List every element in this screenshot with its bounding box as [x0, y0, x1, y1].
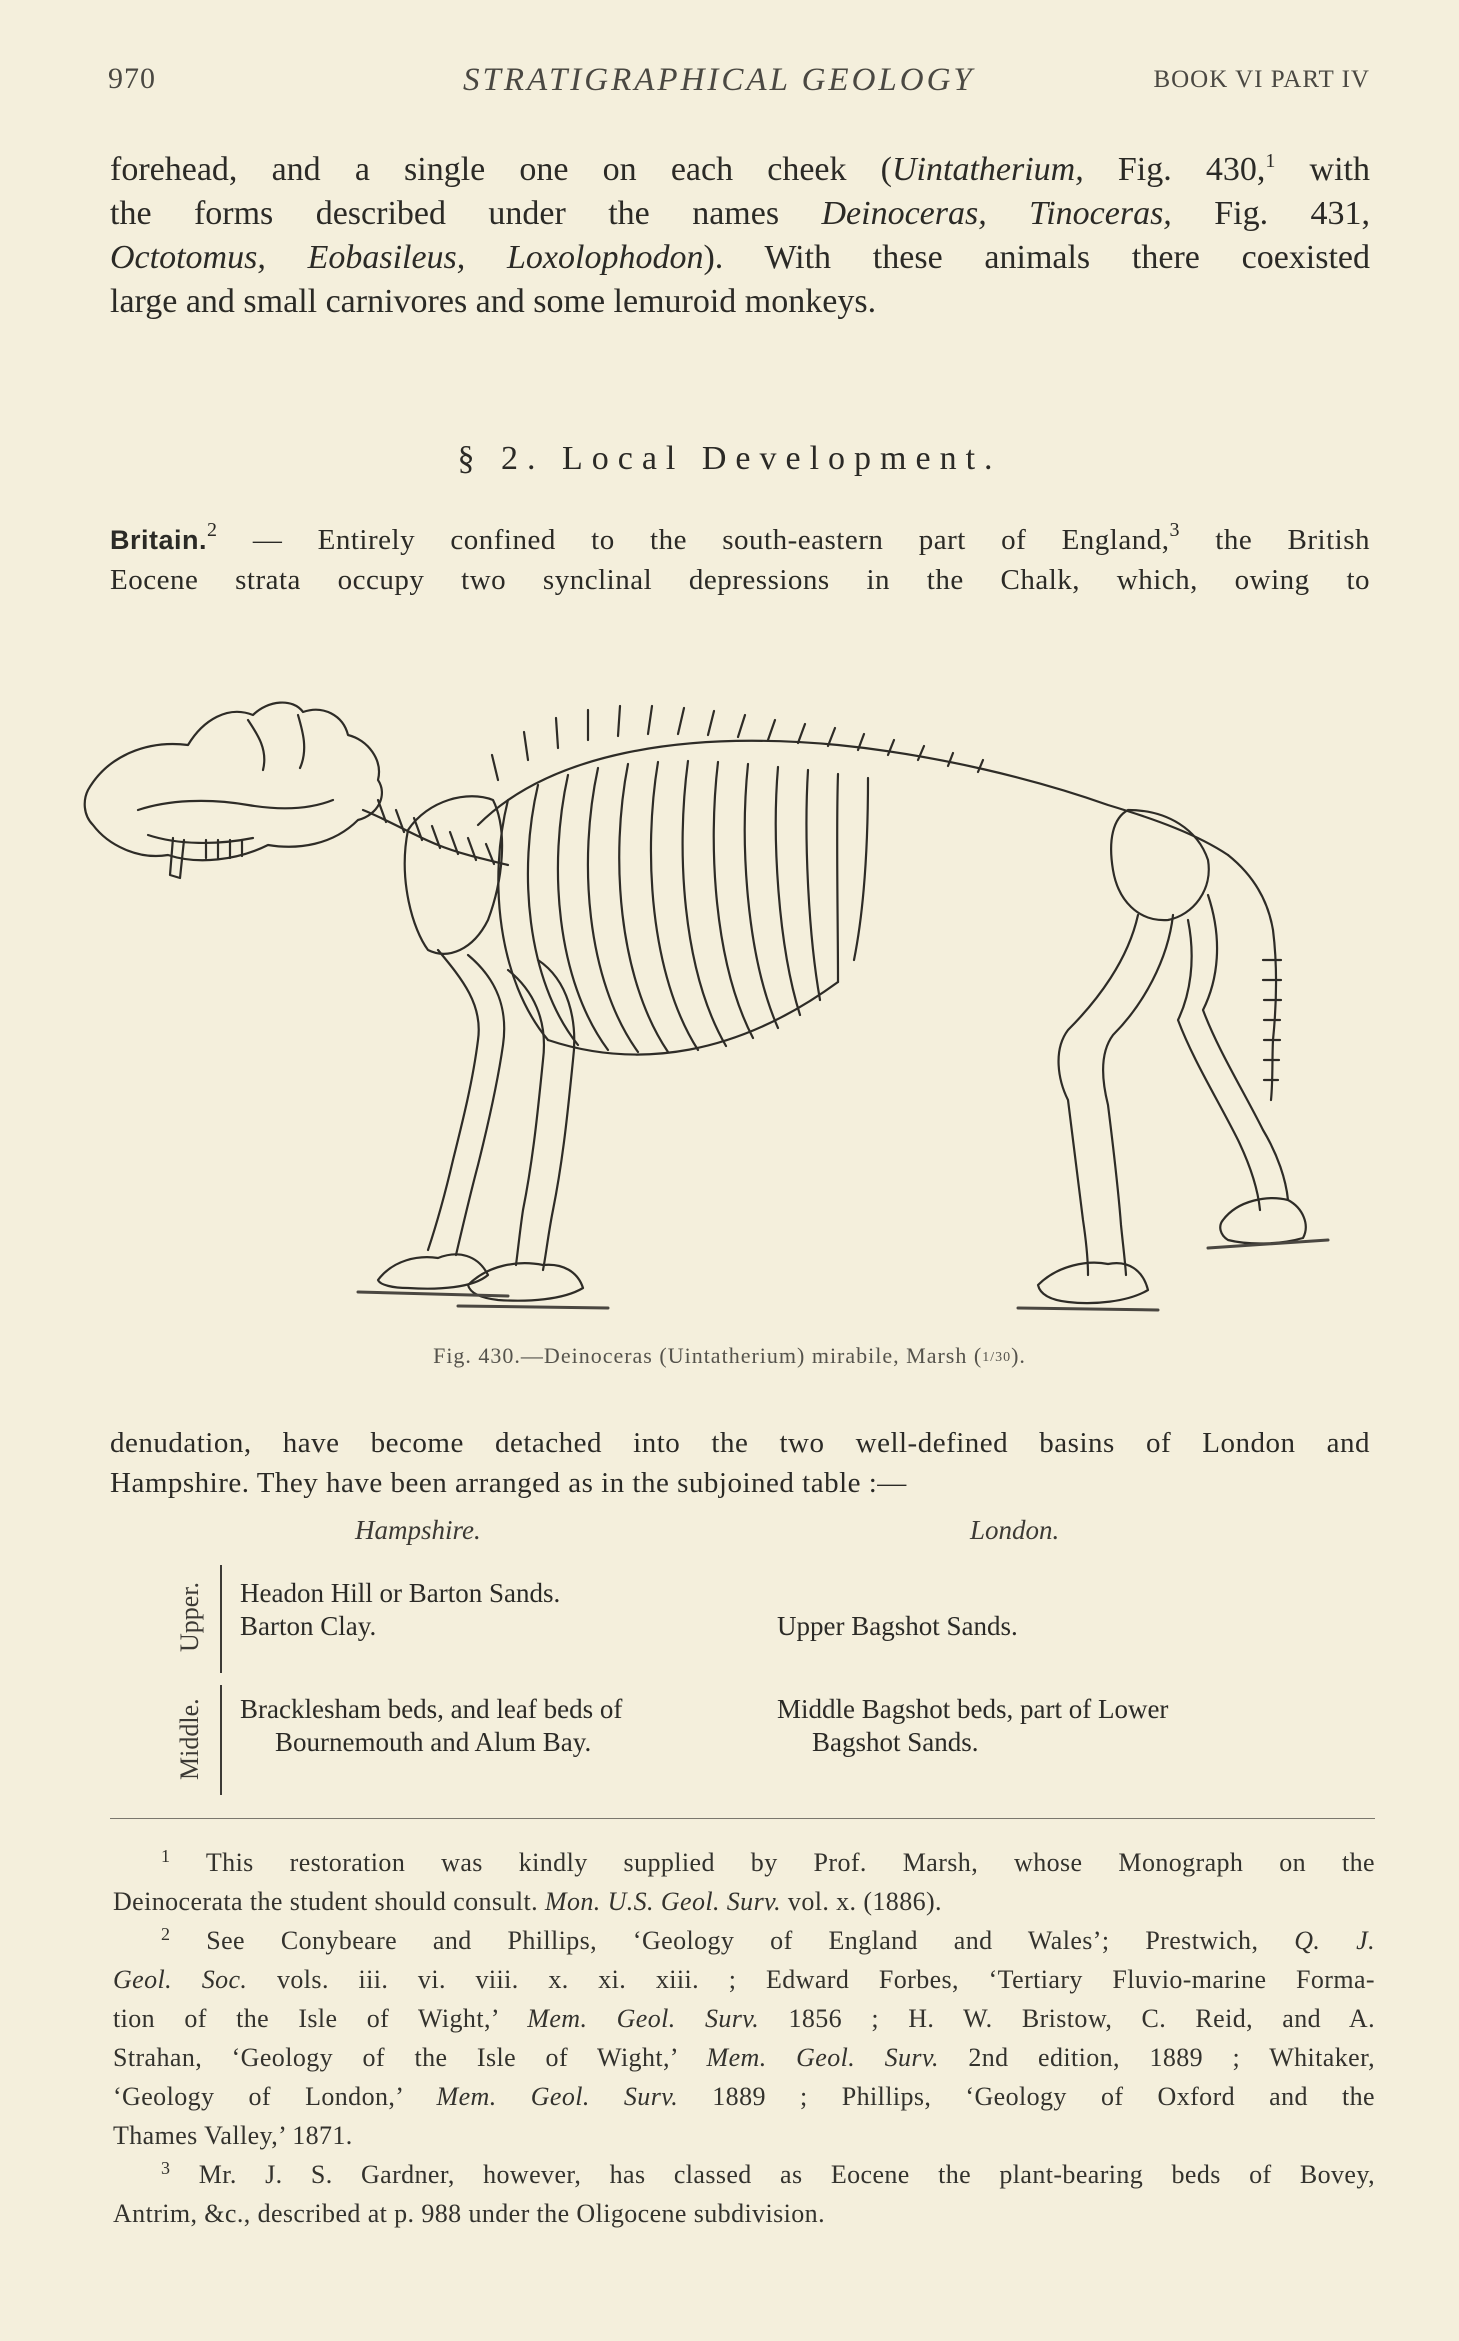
middle-london-2: Bagshot Sands.	[812, 1727, 979, 1757]
citation: Mem. Geol. Surv.	[706, 2043, 939, 2072]
footnote-number: 3	[161, 2158, 171, 2178]
continuation-line-1: denudation, have become detached into the two well-defined basins of London and	[110, 1427, 1370, 1459]
genus-name: Deinoceras,	[821, 195, 987, 232]
genus-names: Octotomus, Eobasileus, Loxolophodon	[110, 239, 704, 276]
citation: Mem. Geol. Surv.	[436, 2082, 679, 2111]
footnote-2-line-6: Thames Valley,’ 1871.	[113, 2121, 353, 2150]
citation: Geol. Soc.	[113, 1965, 248, 1994]
continuation-paragraph	[110, 1423, 1370, 1503]
upper-hampshire-2: Barton Clay.	[240, 1611, 377, 1641]
footnote-2-line-4	[113, 2038, 1375, 2077]
book-part: BOOK VI PART IV	[1153, 66, 1370, 93]
column-london: London.	[970, 1515, 1060, 1545]
citation: Mon. U.S. Geol. Surv.	[544, 1887, 782, 1916]
text-run: ). With these animals there coexisted	[703, 239, 1371, 276]
citation: Mem. Geol. Surv.	[527, 2004, 760, 2033]
text-run: 2nd edition, 1889 ; Whitaker,	[938, 2043, 1375, 2072]
intro-line-1	[110, 148, 1370, 192]
middle-hampshire-1: Bracklesham beds, and leaf beds of	[240, 1694, 623, 1724]
footnotes	[113, 1843, 1375, 2233]
footnote-3-line-1	[113, 2155, 1375, 2194]
row-label-middle: Middle.	[175, 1698, 204, 1780]
caption-text: ).	[1011, 1343, 1026, 1368]
middle-hampshire-2: Bournemouth and Alum Bay.	[275, 1727, 592, 1757]
footnote-2-line-5	[113, 2077, 1375, 2116]
upper-hampshire-1: Headon Hill or Barton Sands.	[240, 1578, 561, 1608]
brace-middle	[220, 1685, 232, 1795]
britain-line-1	[110, 520, 1370, 560]
continuation-line-2: Hampshire. They have been arranged as in the subjoined table :—	[110, 1467, 907, 1499]
footnote-1-line-2	[113, 1882, 1375, 1921]
intro-line-3	[110, 236, 1370, 280]
row-label-upper: Upper.	[175, 1581, 204, 1652]
section-heading: § 2. Local Development.	[457, 440, 1002, 477]
text-run: vols. iii. vi. viii. x. xi. xiii. ; Edward Forbes, ‘Tertiary Fluvio-marine Forma-	[247, 1965, 1375, 1994]
footnote-number: 2	[161, 1924, 171, 1944]
text-run: tion of the Isle of Wight,’	[113, 2004, 528, 2033]
text-run: 1889 ; Phillips, ‘Geology of Oxford and the	[678, 2082, 1375, 2111]
footnote-1-line-1	[113, 1843, 1375, 1882]
footnote-rule	[110, 1818, 1375, 1819]
text-run: Strahan, ‘Geology of the Isle of Wight,’	[113, 2043, 707, 2072]
text-run: vol. x. (1886).	[781, 1887, 942, 1916]
upper-london: Upper Bagshot Sands.	[777, 1611, 1018, 1641]
text-run: Deinocerata the student should consult.	[113, 1887, 545, 1916]
page-number: 970	[108, 62, 156, 95]
caption-text: Fig. 430.—Deinoceras (Uintatherium) mirabile, Marsh (	[433, 1343, 983, 1368]
intro-line-4: large and small carnivores and some lemuroid monkeys.	[110, 283, 877, 320]
footnote-ref[interactable]: 1	[1265, 150, 1276, 172]
text-run: This restoration was kindly supplied by Prof. Marsh, whose Monograph on the	[170, 1848, 1375, 1877]
britain-paragraph	[110, 520, 1370, 600]
text-run: — Entirely confined to the south-eastern part of England,	[217, 524, 1170, 556]
footnote-ref[interactable]: 3	[1169, 519, 1180, 541]
skeleton-illustration	[78, 660, 1400, 1320]
column-hampshire: Hampshire.	[355, 1515, 481, 1545]
footnote-ref[interactable]: 2	[207, 519, 218, 541]
footnote-2-line-2	[113, 1960, 1375, 1999]
running-header	[108, 62, 1370, 112]
text-run: 1856 ; H. W. Bristow, C. Reid, and A.	[759, 2004, 1375, 2033]
text-run: Fig. 430,	[1083, 151, 1266, 188]
stratigraphy-table	[160, 1515, 1360, 1795]
text-run: forehead, and a single one on each cheek (	[110, 151, 892, 188]
footnote-2-line-1	[113, 1921, 1375, 1960]
intro-line-2	[110, 192, 1370, 236]
text-run: the forms described under the names	[110, 195, 822, 232]
figure-caption	[0, 1343, 1459, 1369]
britain-line-2: Eocene strata occupy two synclinal depressions in the Chalk, which, owing to	[110, 564, 1370, 596]
citation: Q. J.	[1294, 1926, 1375, 1955]
text-run: See Conybeare and Phillips, ‘Geology of England and Wales’; Prestwich,	[170, 1926, 1295, 1955]
middle-london-1: Middle Bagshot beds, part of Lower	[777, 1694, 1169, 1724]
text-run: ‘Geology of London,’	[113, 2082, 437, 2111]
footnote-number: 1	[161, 1846, 171, 1866]
run-in-heading: Britain.	[110, 525, 208, 555]
text-run: Mr. J. S. Gardner, however, has classed as Eocene the plant-bearing beds of Bovey,	[170, 2160, 1375, 2189]
brace-upper	[220, 1565, 232, 1673]
footnote-2-line-3	[113, 1999, 1375, 2038]
text-run: the British	[1179, 524, 1371, 556]
genus-name: Uintatherium,	[892, 151, 1084, 188]
genus-name: Tinoceras,	[1029, 195, 1172, 232]
footnote-3-line-2: Antrim, &c., described at p. 988 under the Oligocene subdivision.	[113, 2199, 825, 2228]
text-run: Fig. 431,	[1171, 195, 1370, 232]
running-title: STRATIGRAPHICAL GEOLOGY	[463, 62, 975, 98]
text-run: with	[1275, 151, 1370, 188]
scale-fraction: 1/30	[982, 1350, 1012, 1365]
skeleton-engraving	[78, 660, 1400, 1320]
